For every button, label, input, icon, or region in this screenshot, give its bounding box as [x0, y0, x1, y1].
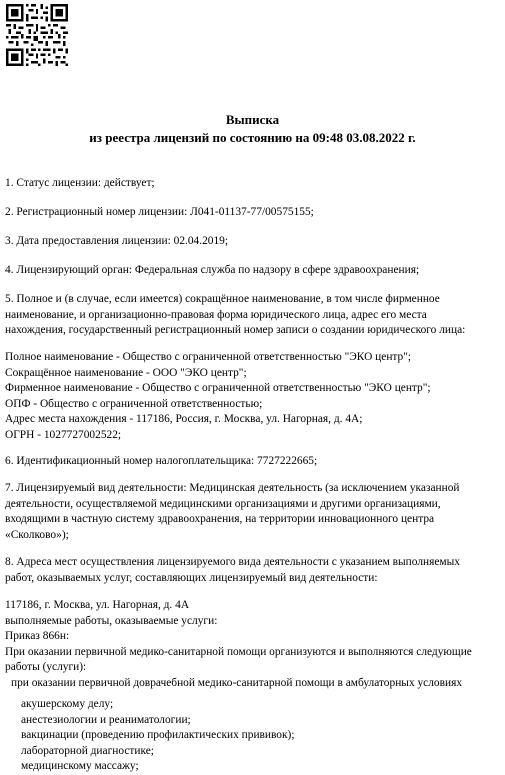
license-status: 1. Статус лицензии: действует; — [5, 177, 155, 189]
qr-code-icon — [6, 4, 68, 66]
item8-line: работ, оказываемых услуг, составляющих лицензируемый вид деятельности: — [5, 571, 378, 584]
org-short-name: Сокращённое наименование - ООО "ЭКО центр"; — [5, 366, 247, 379]
works-label: выполняемые работы, оказываемые услуги: — [5, 614, 218, 627]
service-item: медицинскому массажу; — [21, 760, 139, 772]
org-ogrn: ОГРН - 1027727002522; — [5, 428, 122, 441]
prehospital-care-line: при оказании первичной доврачебной медико-санитарной помощи в амбулаторных условиях — [11, 676, 463, 689]
issue-date: 3. Дата предоставления лицензии: 02.04.2019; — [5, 235, 229, 247]
item5-line: нахождения, государственный регистрационный номер записи о создании юридического лица: — [5, 324, 466, 336]
org-full-name: Полное наименование - Общество с ограниченной ответственностью "ЭКО центр"; — [5, 351, 412, 363]
service-item: акушерскому делу; — [21, 698, 114, 710]
org-legal-form: ОПФ - Общество с ограниченной ответственностью; — [5, 397, 263, 410]
primary-care-line: При оказании первичной медико-санитарной помощи организуются и выполняются следующие — [5, 645, 472, 658]
item5-line: наименование, и организационно-правовая форма юридического лица, адрес его места — [5, 308, 427, 321]
item7-line: деятельности, осуществляемой медицинскими организациями и другими организациями, — [5, 497, 441, 510]
registration-number: 2. Регистрационный номер лицензии: Л041-01137-77/00575155; — [5, 206, 314, 218]
item7-line: «Сколково»); — [5, 528, 69, 541]
org-address: Адрес места нахождения - 117186, Россия, г. Москва, ул. Нагорная, д. 4А; — [5, 413, 363, 425]
document-title: Выписка — [225, 112, 280, 127]
order-label: Приказ 866н: — [5, 630, 70, 642]
item8-line: 8. Адреса мест осуществления лицензируемого вида деятельности с указанием выполняемых — [5, 556, 460, 568]
service-item: анестезиологии и реаниматологии; — [21, 713, 191, 726]
item7-line: входящими в частную систему здравоохранения, на территории инновационного центра — [5, 513, 435, 525]
org-brand-name: Фирменное наименование - Общество с ограниченной ответственностью "ЭКО центр"; — [5, 382, 431, 394]
licensing-authority: 4. Лицензирующий орган: Федеральная служба по надзору в сфере здравоохранения; — [5, 264, 420, 276]
primary-care-line: работы (услуги): — [5, 661, 87, 673]
document-subtitle: из реестра лицензий по состоянию на 09:48 03.08.2022 г. — [89, 130, 416, 145]
taxpayer-id: 6. Идентификационный номер налогоплательщика: 7727222665; — [5, 455, 318, 467]
item7-line: 7. Лицензируемый вид деятельности: Медицинская деятельность (за исключением указанной — [5, 482, 460, 494]
service-item: вакцинации (проведению профилактических прививок); — [21, 729, 295, 741]
service-item: лабораторной диагностике; — [21, 744, 154, 757]
activity-address: 117186, г. Москва, ул. Нагорная, д. 4А — [5, 599, 190, 611]
item5-line: 5. Полное и (в случае, если имеется) сокращённое наименование, в том числе фирменное — [5, 293, 440, 305]
